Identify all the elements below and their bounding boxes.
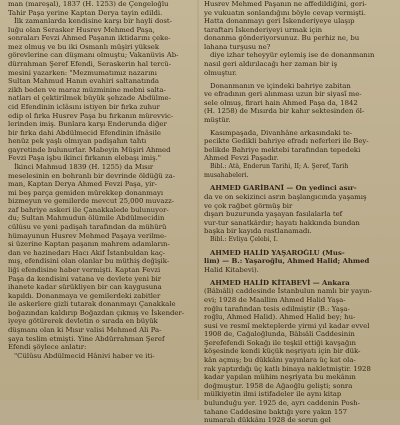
text-line: susi ve resmî mekteplerde yirmi yıl kadar evvel bbox=[204, 321, 370, 330]
text-line: cid Efendinin iclâsını istiyen bir fırka zuhur bbox=[8, 102, 160, 111]
text-line: numaralı dükkânı 1928 de sorun gel bbox=[204, 416, 331, 425]
text-line: sonraları Fevzi Ahmed Paşanın iktidarını çeke- bbox=[8, 34, 171, 43]
text-line: gayretinde bulunurlar. Mabeyin Müşiri Ahmed bbox=[8, 145, 171, 154]
text-line: bir fırka dahi Abdülmecid Efendinin ifnâsile bbox=[8, 128, 161, 137]
left-column bbox=[8, 0, 194, 360]
text-line: taraftarı İskenderiyeyi urmak için bbox=[204, 25, 323, 34]
text-line: dışarı buzurunda yaşayan fasılalarla tef bbox=[204, 210, 343, 219]
text-line: natları el çektirilmek büyük şehzade Abdülme- bbox=[8, 94, 171, 103]
text-line: bulunduğu yer. 1925 de, ayrı caddenin Posh- bbox=[204, 398, 360, 407]
text-line: lerinden imiş. Bunlara karşı Enderunda diğer bbox=[8, 120, 167, 129]
text-line: pecikte Gedikli bahriye efradı neferleri ile Bey- bbox=[204, 137, 369, 146]
text-line: Efendi şöylece anlatır: bbox=[8, 343, 87, 352]
text-line: Hatta donanmayı geri İskenderiyeye ulaşıp bbox=[204, 17, 355, 26]
text-line: (Bâbıâli) caddesinde İstanbulun namlı bir yayın- bbox=[204, 287, 372, 296]
text-line: belikde Bahriye mektebi tarafından tepedeki bbox=[204, 145, 361, 154]
text-line: dan ve hazinedarı Hacı Akif İstanbuldan kaç- bbox=[8, 248, 166, 257]
entry-heading-line: AHMED HALİD YAŞAROĞLU (Mus- bbox=[210, 248, 345, 257]
text-line: mi beş parça gemiden mürekkep donanmayı bbox=[8, 188, 164, 197]
text-line: ye vukuatın sonlandığını böyle cevap vermişti. bbox=[204, 8, 366, 17]
text-line: meselesinin en bohranlı bir devrinde öldüğü za- bbox=[8, 171, 176, 180]
text-line: düşmanı olan ki Mısır valisi Mehmed Ali Pa- bbox=[8, 325, 162, 334]
text-line: donanma gönderiyorsunuz. Bu perhiz ne, bu bbox=[204, 34, 360, 43]
text-line: da ve on sekizinci asrın başlangıcında yaşamış bbox=[204, 193, 367, 202]
text-line: Fevzi Paşa işbu ikinci fırkanın elebaşı imiş." bbox=[8, 154, 161, 163]
text-line: şaya teslim etmişti. Yine Abdürrahman Şeref bbox=[8, 334, 165, 343]
text-line: mez olmuş ve bu iki Osmanlı müşiri yüksek bbox=[8, 42, 160, 51]
text-line: ile askerlere gizli tutarak donanmayı Çanakkale bbox=[8, 300, 176, 309]
text-line: henüz pek yaşlı olmıyan padişahın tahtı bbox=[8, 137, 147, 146]
text-line: Paşa da kendisini vatana ve devlete yeni bir bbox=[8, 274, 162, 283]
text-line: hümayunun Husrev Mehmed Paşaya verilme- bbox=[8, 231, 167, 240]
text-line: lahana turşusu ne? bbox=[204, 42, 271, 51]
entry-heading-line: AHMED HALİD KİTABEVİ — Ankara bbox=[210, 278, 350, 287]
text-line: başka bir kayıda rastlanamadı. bbox=[204, 227, 312, 236]
text-line: İkinci Mahmud 1839 (H. 1255) da Mısır bbox=[14, 162, 154, 171]
column-gutter bbox=[197, 0, 199, 400]
text-line: edip ol fırka Husrev Paşa bu fırkanın mürevvic- bbox=[8, 111, 174, 120]
text-line: Şerefefendi Sokağı ile teşkil ettiği kavşağın bbox=[204, 338, 356, 347]
text-line: "Cülûsu Abdülmecid Hânivi haber ve iti- bbox=[14, 351, 155, 360]
text-line: iyeye götürerek devletin o sırada en büyük bbox=[8, 317, 158, 326]
text-line: luğu olan Serasker Husrev Mehmed Paşa, bbox=[8, 25, 155, 34]
text-line: Ahmed Fevzi Paşadır. bbox=[204, 154, 279, 163]
text-line: Halid Kitabevi). bbox=[204, 265, 259, 274]
bibliography-line: Bibl.: Evliya Çelebi, I. bbox=[210, 235, 278, 243]
text-line: ihanete kadar sürükliyen bir can kaygusuna bbox=[8, 283, 162, 292]
text-line: zaf bahriye askeri ile Çanakkalede bulunuyor- bbox=[8, 205, 169, 214]
text-line: ve çok rağbet görmüş bir bbox=[204, 201, 293, 210]
text-line: du; Sultan Mahmudun ölümile Abdülmecidin bbox=[8, 214, 165, 223]
text-line: zikh beden ve maraz müzminine mebni salta- bbox=[8, 85, 166, 94]
text-line: dürrahman Şeref Efendi, Seraskerin hal tercü- bbox=[8, 60, 172, 69]
text-line: Husrev Mehmed Paşanın ne affedildiğini, geri- bbox=[204, 0, 367, 8]
text-line: doğmuştur. 1958 de Ağaoğlu gelişti; sonra bbox=[204, 381, 353, 390]
right-column bbox=[204, 0, 390, 425]
text-line: İlk zamanlarda kendisine karşı bir hayli dost- bbox=[14, 17, 173, 26]
text-line: kân açmış; bu dükkânı yayınlara üç kat ola- bbox=[204, 356, 356, 365]
text-line: Donanmanın ve içindeki bahriye zabitan bbox=[210, 81, 351, 90]
text-line: si üzerine Kaptan paşanın mahrem adamların- bbox=[8, 240, 170, 249]
text-line: kadar yapılan mühim neşriyata bu mekânın bbox=[204, 373, 356, 382]
text-line: bizmeyun ve gemilerde mevcut 25,000 muvazz- bbox=[8, 197, 175, 206]
text-line: sele olmuş, firari hain Ahmed Paşa da, 1842 bbox=[204, 98, 358, 107]
text-line: Sultan Mahmud Hanın evahiri saltanatında bbox=[8, 77, 160, 86]
text-line: (H. 1258) de Mısırda bir kahır sektesinden öl- bbox=[204, 107, 365, 116]
text-line: roğlu, Ahmed Halid). Ahmed Halid bey; hu- bbox=[204, 313, 356, 322]
text-line: tahane Caddesine baktığı yere yakın 157 bbox=[204, 407, 348, 416]
text-line: vur-tur sanatkârdır; hayatı hakkında bundan bbox=[204, 218, 360, 227]
entry-heading-line: AHMED GARİBANÎ — On yedinci asır- bbox=[210, 184, 357, 193]
text-line: man, Kaptan Derya Ahmed Fevzi Paşa, yir- bbox=[8, 180, 157, 189]
text-line: Tahir Paşa yerine Kaptan Derya tayin edildi. bbox=[8, 8, 163, 17]
entry-heading-line: lim) — B.: Yaşaroğlu, Ahmed Halid; Ahmed bbox=[204, 257, 370, 266]
text-line: köşesinde kendi küçük neşriyatı için bir dük- bbox=[204, 347, 361, 356]
text-line: ve efradının geri alınması uzun bir siyasî me- bbox=[204, 90, 362, 99]
text-line: evi; 1928 de Maallim Ahmed Halid Yaşa- bbox=[204, 295, 346, 304]
text-line: diye izhar teheyyür eylemiş ise de donanmanın bbox=[210, 51, 375, 60]
text-line: olmuştur. bbox=[204, 68, 237, 77]
text-line: boğazından kaldırıp Boğazdan çıkmış ve İskender- bbox=[8, 308, 185, 317]
text-line: mış, efendisini olan olanlar bu müthiş değişik- bbox=[8, 257, 170, 266]
text-line: kapıldı. Donanmaya ve gemilerdeki zabitler bbox=[8, 291, 161, 300]
text-line: görevlerine can düşmanı olmuştu; Vakanüvis Ab- bbox=[8, 51, 179, 60]
text-line: rak yaptırdığı üç katlı binaya nakletmiştir. 1928 bbox=[204, 364, 371, 373]
text-line: mülkiyetin ilmi istifadeler ile aynı kitap bbox=[204, 390, 342, 399]
bibliography-line: Bibl.: Atâ, Enderun Tarihi, II; A. Şeref, Tarih bbox=[210, 163, 349, 170]
text-line: mesini yazarken: "Mezmumatımız nazarını bbox=[8, 68, 157, 77]
text-line: man (mareşal), 1837 (H. 1253) de Çengeloğlu bbox=[8, 0, 169, 8]
text-line: nasıl geri aldırılacağı her zaman bir iş bbox=[204, 60, 338, 69]
text-line: Kasımpaşada, Divanhâne arkasındaki te- bbox=[210, 128, 353, 137]
text-line: liği efendisine haber vermişti. Kaptan Fevzi bbox=[8, 265, 161, 274]
text-line: cülûsu ve yeni padişah tarafından da mühürü bbox=[8, 223, 167, 232]
text-line: müştür. bbox=[204, 115, 231, 124]
bibliography-line: musahabeleri. bbox=[204, 171, 249, 179]
text-line: 1908 de, Cağaloğlunda, Bâbıâli Caddesinin bbox=[204, 330, 355, 339]
text-line: roğlu tarafından tesis edilmiştir (B.: Yaşa- bbox=[204, 304, 350, 313]
